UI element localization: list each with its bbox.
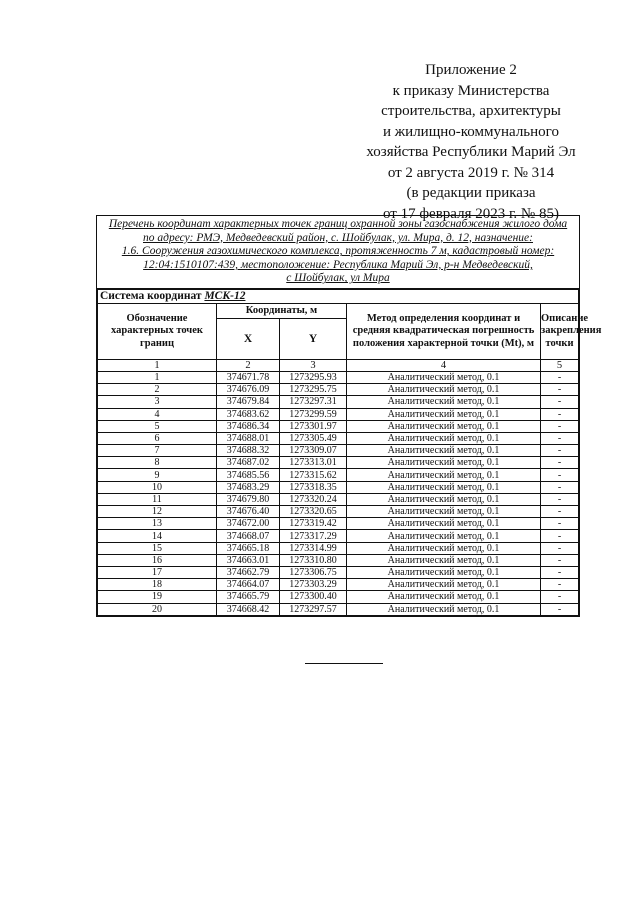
x-coordinate: 374665.79 (217, 591, 280, 603)
x-coordinate: 374668.42 (217, 603, 280, 615)
table-row (98, 566, 579, 578)
method-value: Аналитический метод, 0.1 (347, 432, 541, 444)
point-number: 16 (98, 554, 217, 566)
method-value: Аналитический метод, 0.1 (347, 518, 541, 530)
x-coordinate: 374676.40 (217, 506, 280, 518)
method-value: Аналитический метод, 0.1 (347, 554, 541, 566)
method-value: Аналитический метод, 0.1 (347, 591, 541, 603)
table-row (98, 554, 579, 566)
point-number: 3 (98, 396, 217, 408)
method-value: Аналитический метод, 0.1 (347, 396, 541, 408)
table-row (98, 530, 579, 542)
table-row (98, 420, 579, 432)
table-row (98, 457, 579, 469)
y-coordinate: 1273303.29 (280, 579, 347, 591)
y-coordinate: 1273320.65 (280, 506, 347, 518)
point-number: 19 (98, 591, 217, 603)
title-line: 1.6. Сооружения газохимического комплекса, протяженность 7 м, кадастровый номер: (121, 245, 555, 258)
y-coordinate: 1273306.75 (280, 566, 347, 578)
description-value: - (541, 396, 579, 408)
method-value: Аналитический метод, 0.1 (347, 445, 541, 457)
coordinate-system-label: Система координат (100, 290, 202, 303)
x-coordinate: 374668.07 (217, 530, 280, 542)
table-row (98, 506, 579, 518)
coordinate-system-row (98, 289, 579, 303)
table-title (97, 216, 579, 289)
title-line: с Шойбулак, ул Мира (286, 272, 390, 285)
point-number: 2 (98, 384, 217, 396)
description-value: - (541, 506, 579, 518)
description-value: - (541, 469, 579, 481)
method-value: Аналитический метод, 0.1 (347, 457, 541, 469)
point-number: 6 (98, 432, 217, 444)
coordinates-table-frame (96, 215, 602, 617)
point-number: 17 (98, 566, 217, 578)
y-coordinate: 1273299.59 (280, 408, 347, 420)
y-coordinate: 1273320.24 (280, 493, 347, 505)
method-value: Аналитический метод, 0.1 (347, 603, 541, 615)
description-value: - (541, 579, 579, 591)
bottom-divider (305, 663, 383, 664)
x-coordinate: 374686.34 (217, 420, 280, 432)
method-value: Аналитический метод, 0.1 (347, 566, 541, 578)
y-column-header: Y (280, 318, 347, 359)
method-column-header: Метод определения координат и средняя квадратическая погрешность положения характерной точки (Mt), м (347, 303, 541, 359)
title-line: по адресу: РМЭ, Медведевский район, с. Шойбулак, ул. Мира, д. 12, назначение: (143, 231, 533, 244)
point-column-header: Обозначение характерных точек границ (98, 303, 217, 359)
x-column-header: X (217, 318, 280, 359)
method-value: Аналитический метод, 0.1 (347, 420, 541, 432)
y-coordinate: 1273318.35 (280, 481, 347, 493)
x-coordinate: 374662.79 (217, 566, 280, 578)
description-value: - (541, 542, 579, 554)
header-line: от 2 августа 2019 г. № 314 (387, 164, 555, 181)
title-line: Перечень координат характерных точек границ охранной зоны газоснабжения жилого дома (108, 218, 568, 230)
column-number: 2 (217, 359, 280, 371)
description-value: - (541, 518, 579, 530)
table-row (98, 371, 579, 383)
description-value: - (541, 457, 579, 469)
method-value: Аналитический метод, 0.1 (347, 506, 541, 518)
y-coordinate: 1273300.40 (280, 591, 347, 603)
method-value: Аналитический метод, 0.1 (347, 408, 541, 420)
column-number: 1 (98, 359, 217, 371)
table-row (98, 408, 579, 420)
x-coordinate: 374664.07 (217, 579, 280, 591)
table-row (98, 445, 579, 457)
y-coordinate: 1273314.99 (280, 542, 347, 554)
header-line: Приложение 2 (425, 62, 517, 78)
description-value: - (541, 603, 579, 615)
x-coordinate: 374688.32 (217, 445, 280, 457)
method-value: Аналитический метод, 0.1 (347, 530, 541, 542)
point-number: 20 (98, 603, 217, 615)
column-numbers-row (98, 359, 579, 371)
y-coordinate: 1273297.31 (280, 396, 347, 408)
x-coordinate: 374683.29 (217, 481, 280, 493)
point-number: 7 (98, 445, 217, 457)
description-value: - (541, 432, 579, 444)
y-coordinate: 1273317.29 (280, 530, 347, 542)
description-value: - (541, 371, 579, 383)
table-row (98, 518, 579, 530)
y-coordinate: 1273301.97 (280, 420, 347, 432)
y-coordinate: 1273319.42 (280, 518, 347, 530)
method-value: Аналитический метод, 0.1 (347, 493, 541, 505)
y-coordinate: 1273295.75 (280, 384, 347, 396)
x-coordinate: 374685.56 (217, 469, 280, 481)
point-number: 11 (98, 493, 217, 505)
column-number: 4 (347, 359, 541, 371)
table-row (98, 432, 579, 444)
x-coordinate: 374679.80 (217, 493, 280, 505)
point-number: 14 (98, 530, 217, 542)
point-number: 18 (98, 579, 217, 591)
x-coordinate: 374672.00 (217, 518, 280, 530)
table-row (98, 603, 579, 615)
coordinate-system-value: МСК-12 (204, 290, 246, 303)
desc-column-header: Описание закрепления точки (541, 303, 579, 359)
y-coordinate: 1273295.93 (280, 371, 347, 383)
table-row (98, 591, 579, 603)
method-value: Аналитический метод, 0.1 (347, 579, 541, 591)
x-coordinate: 374665.18 (217, 542, 280, 554)
method-value: Аналитический метод, 0.1 (347, 384, 541, 396)
y-coordinate: 1273309.07 (280, 445, 347, 457)
description-value: - (541, 530, 579, 542)
description-value: - (541, 493, 579, 505)
x-coordinate: 374688.01 (217, 432, 280, 444)
x-coordinate: 374676.09 (217, 384, 280, 396)
y-coordinate: 1273313.01 (280, 457, 347, 469)
point-number: 12 (98, 506, 217, 518)
description-value: - (541, 408, 579, 420)
point-number: 10 (98, 481, 217, 493)
table-body (98, 371, 579, 615)
method-value: Аналитический метод, 0.1 (347, 542, 541, 554)
method-value: Аналитический метод, 0.1 (347, 371, 541, 383)
title-line: 12:04:1510107:439, местоположение: Республика Марий Эл, р-н Медведевский, (143, 258, 533, 271)
y-coordinate: 1273297.57 (280, 603, 347, 615)
description-value: - (541, 591, 579, 603)
header-line: хозяйства Республики Марий Эл (366, 144, 576, 160)
table-row (98, 384, 579, 396)
table-row (98, 579, 579, 591)
point-number: 9 (98, 469, 217, 481)
x-coordinate: 374679.84 (217, 396, 280, 408)
header-line: (в редакции приказа (406, 185, 536, 201)
description-value: - (541, 384, 579, 396)
appendix-header (366, 60, 576, 224)
method-value: Аналитический метод, 0.1 (347, 469, 541, 481)
coords-column-header: Координаты, м (217, 303, 347, 318)
point-number: 8 (98, 457, 217, 469)
description-value: - (541, 420, 579, 432)
description-value: - (541, 445, 579, 457)
point-number: 1 (98, 371, 217, 383)
x-coordinate: 374671.78 (217, 371, 280, 383)
method-value: Аналитический метод, 0.1 (347, 481, 541, 493)
point-number: 5 (98, 420, 217, 432)
table-row (98, 542, 579, 554)
header-line: от 17 февраля 2023 г. № 85) (382, 205, 559, 222)
description-value: - (541, 481, 579, 493)
description-value: - (541, 566, 579, 578)
point-number: 15 (98, 542, 217, 554)
point-number: 13 (98, 518, 217, 530)
table-row (98, 396, 579, 408)
header-line: к приказу Министерства (392, 82, 550, 99)
x-coordinate: 374687.02 (217, 457, 280, 469)
column-number: 3 (280, 359, 347, 371)
header-line: строительства, архитектуры (381, 103, 561, 119)
header-line: и жилищно-коммунального (383, 123, 559, 140)
column-number: 5 (541, 359, 579, 371)
table-row (98, 493, 579, 505)
table-row (98, 469, 579, 481)
y-coordinate: 1273310.80 (280, 554, 347, 566)
x-coordinate: 374683.62 (217, 408, 280, 420)
y-coordinate: 1273305.49 (280, 432, 347, 444)
x-coordinate: 374663.01 (217, 554, 280, 566)
y-coordinate: 1273315.62 (280, 469, 347, 481)
coordinates-table (97, 289, 602, 616)
point-number: 4 (98, 408, 217, 420)
description-value: - (541, 554, 579, 566)
table-row (98, 481, 579, 493)
header-row (98, 303, 579, 318)
